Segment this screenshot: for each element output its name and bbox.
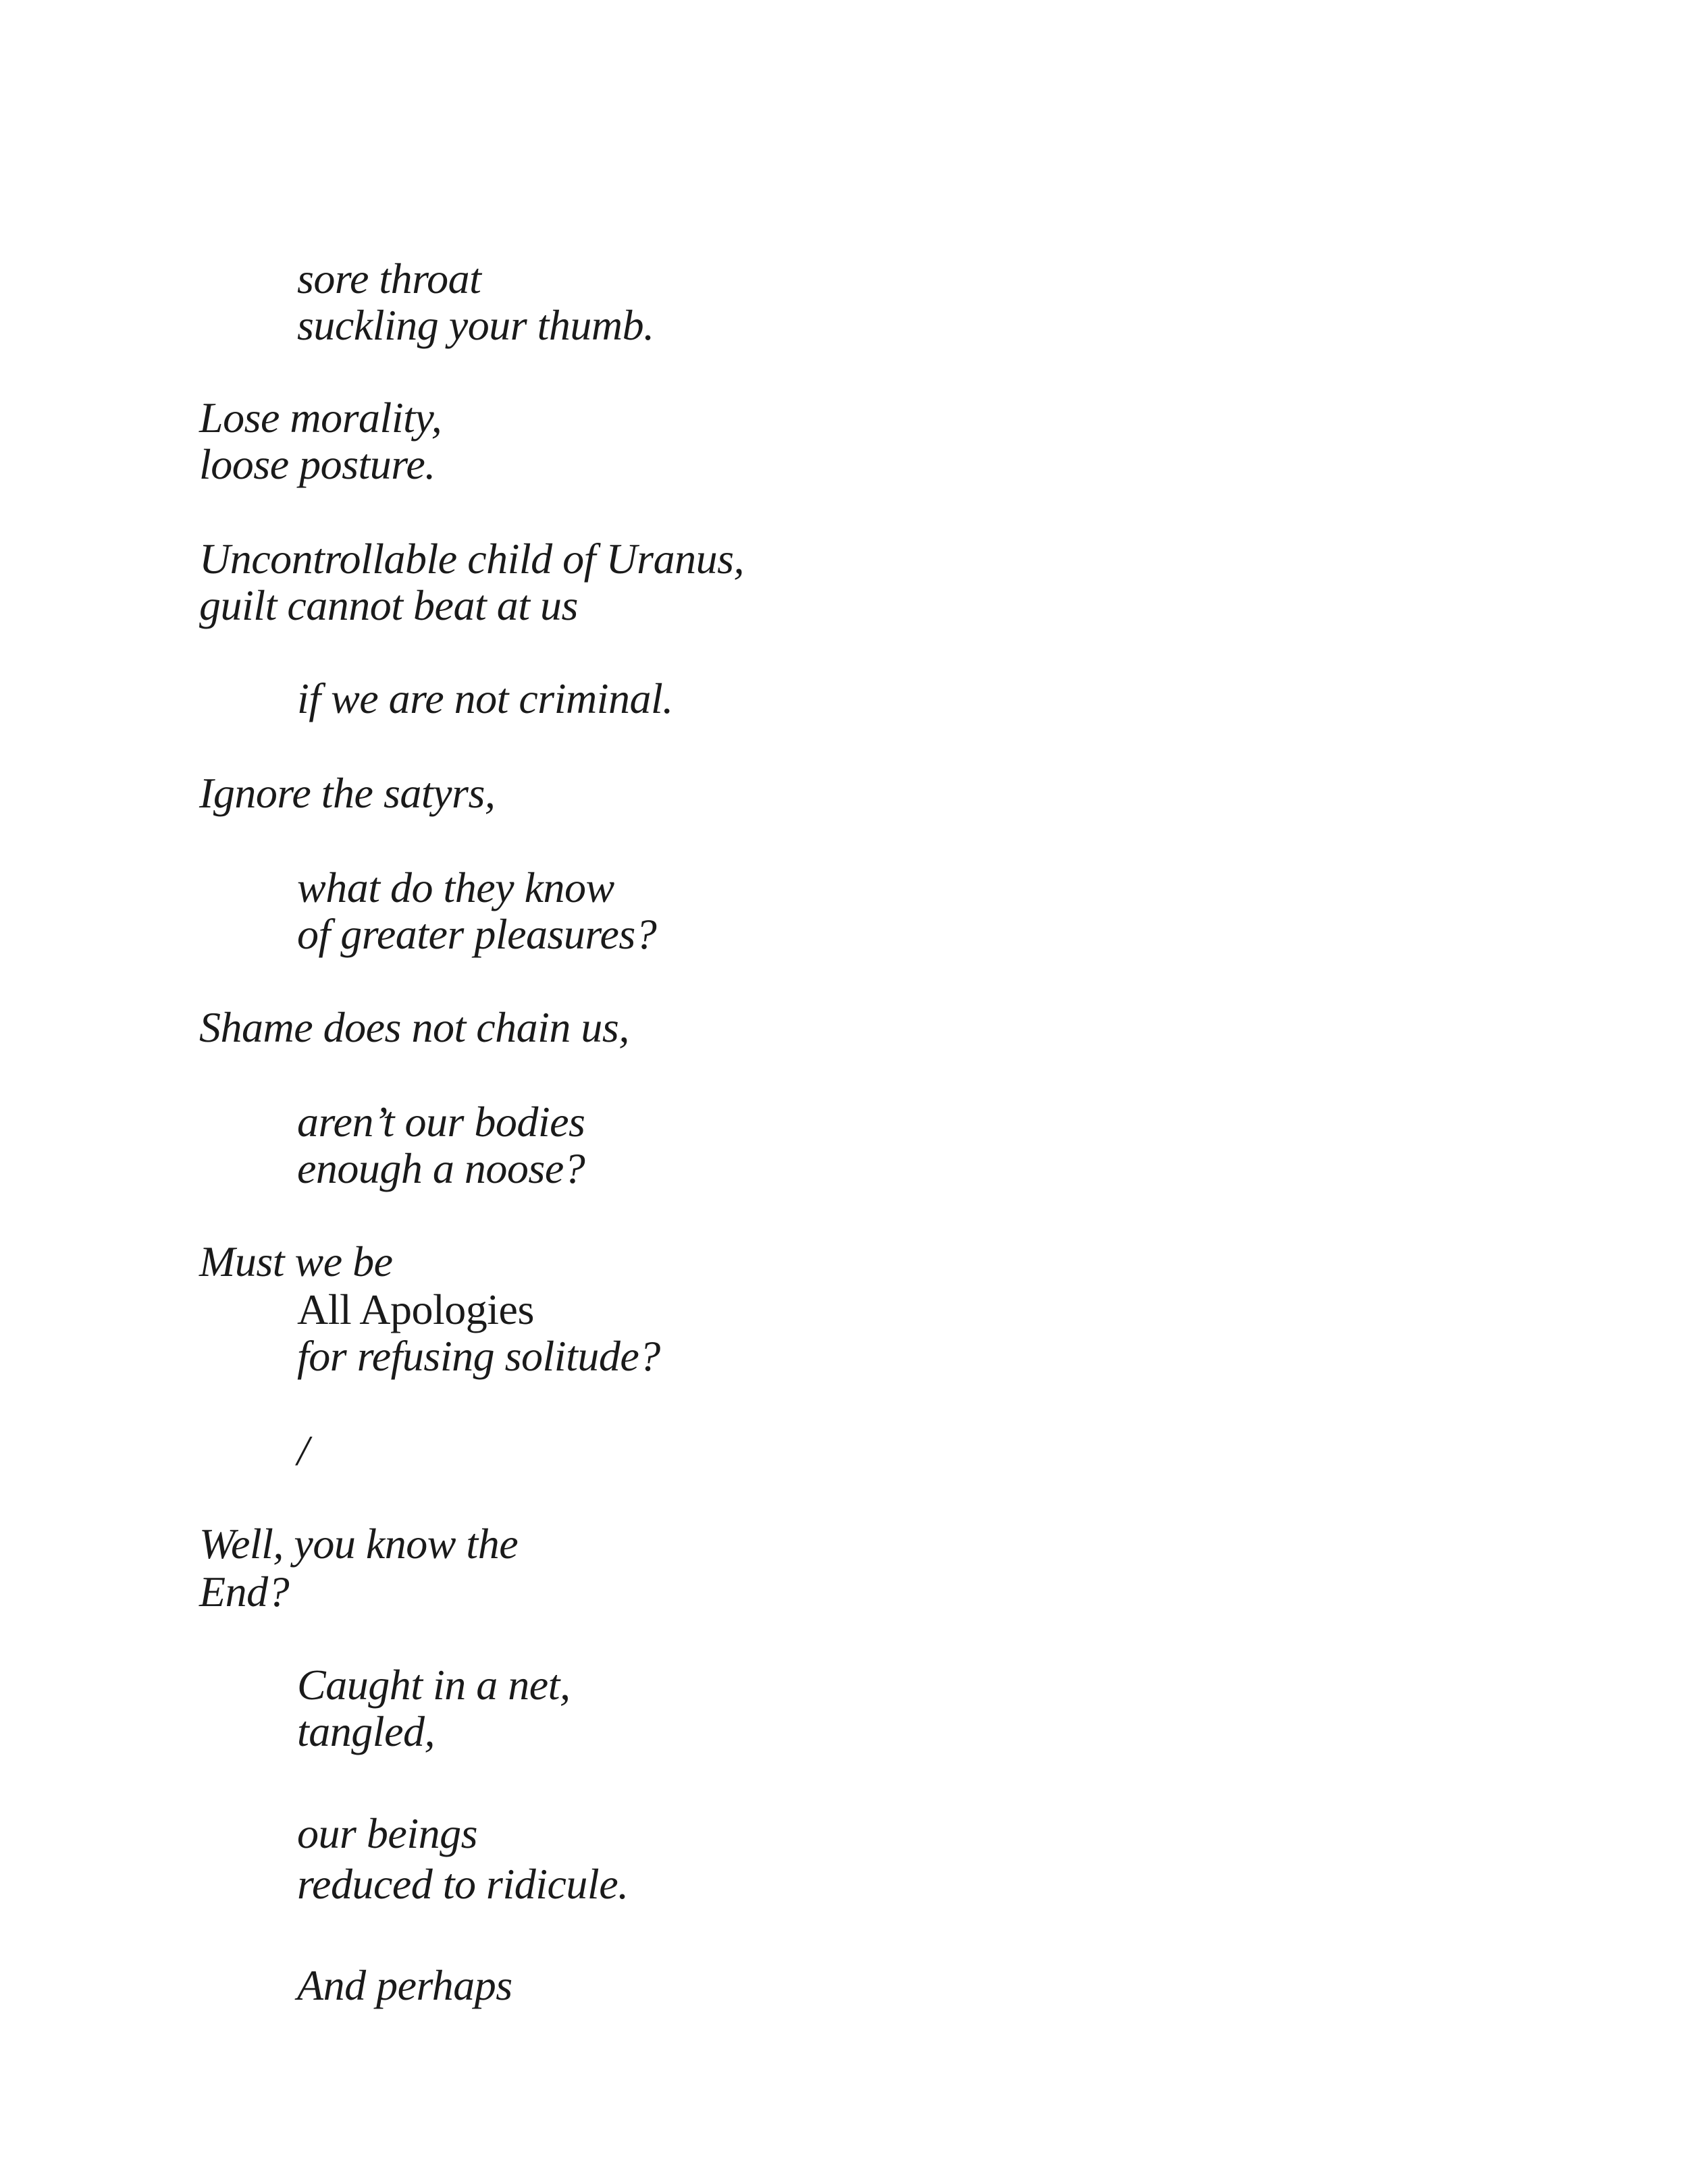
section-break-slash: / [297,1427,309,1474]
poem-line: Shame does not chain us, [199,1003,629,1051]
poem-line: And perhaps [297,1961,512,2009]
poem-line: aren’t our bodies [297,1098,585,1146]
poem-line: suckling your thumb. [297,301,654,349]
poem-line: Caught in a net, [297,1661,571,1709]
poem-line: what do they know [297,863,614,911]
poem-line: for refusing solitude? [297,1332,660,1380]
poem-line: enough a noose? [297,1144,585,1192]
poem-line: our beings [297,1809,477,1857]
poem-line: Must we be [199,1237,393,1285]
poem-line-title-reference: All Apologies [297,1285,534,1333]
poem-line: tangled, [297,1707,435,1755]
poem-line: loose posture. [199,440,436,488]
poem-line: Ignore the satyrs, [199,769,496,817]
poem-line: if we are not criminal. [297,674,673,722]
poem-line: Lose morality, [199,394,442,442]
poem-line: guilt cannot beat at us [199,581,578,629]
poem-line: of greater pleasures? [297,910,657,958]
poem-line: End? [199,1568,290,1616]
poem-line: reduced to ridicule. [297,1860,629,1908]
poem-line: Uncontrollable child of Uranus, [199,535,744,583]
poem-line: sore throat [297,255,481,302]
poem-line: Well, you know the [199,1520,519,1568]
